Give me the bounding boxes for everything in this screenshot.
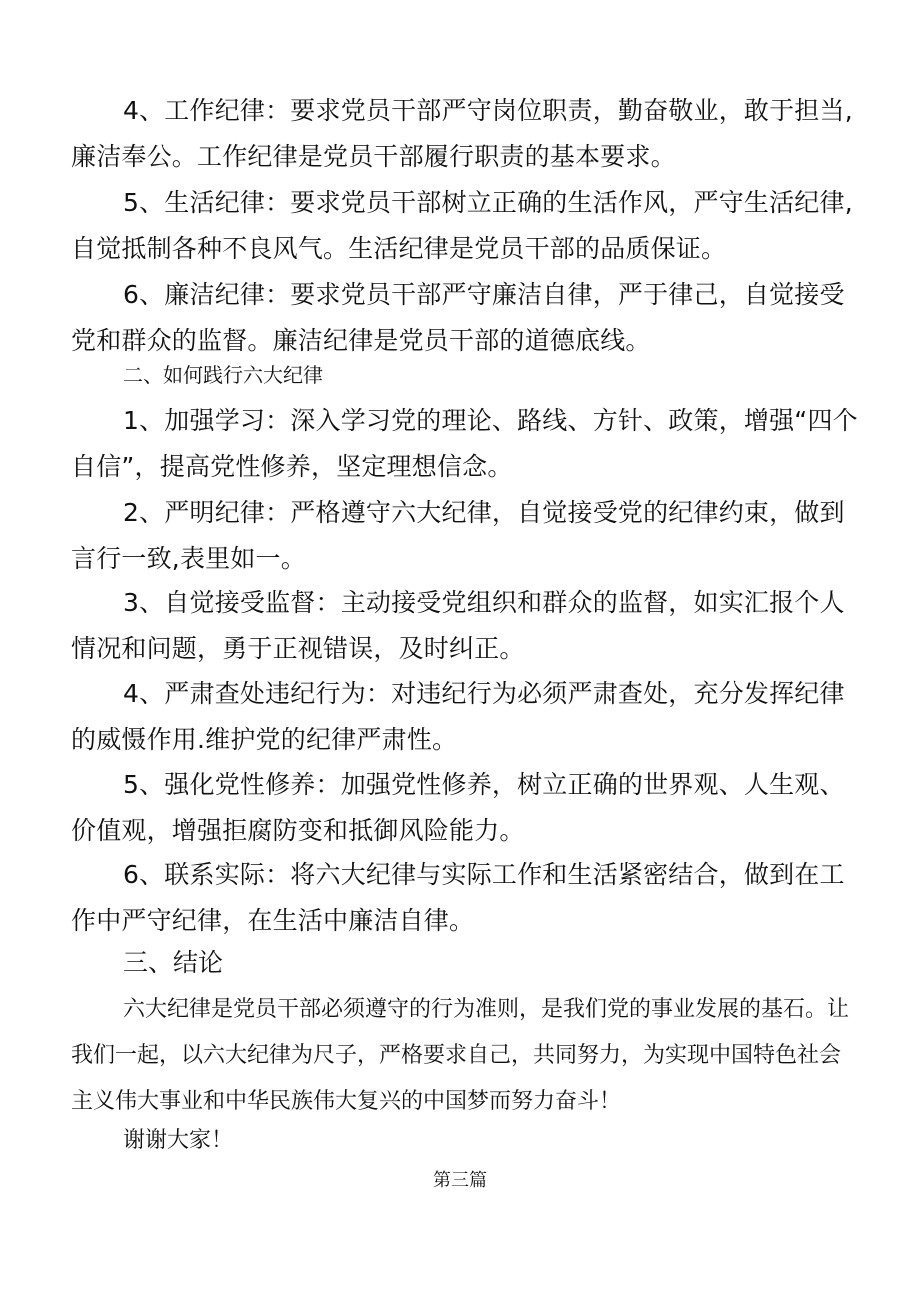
practice-item-practice: 6、联系实际：将六大纪律与实际工作和生活紧密结合，做到在工作中严守纪律，在生活中廉洁自律。	[71, 860, 845, 935]
discipline-item-life: 5、生活纪律：要求党员干部树立正确的生活作风，严守生活纪律,自觉抵制各种不良风气。生活纪律是党员干部的品质保证。	[71, 188, 853, 263]
section-heading-practice: 二、如何践行六大纪律	[123, 363, 323, 387]
conclusion-paragraph: 六大纪律是党员干部必须遵守的行为准则，是我们党的事业发展的基石。让我们一起，以六大纪律为尺子，严格要求自己，共同努力，为实现中国特色社会主义伟大事业和中华民族伟大复兴的中国梦而努力奋斗！	[71, 997, 850, 1114]
practice-item-study: 1、加强学习：深入学习党的理论、路线、方针、政策，增强“四个自信”，提高党性修养，坚定理想信念。	[71, 406, 858, 481]
closing-thanks: 谢谢大家！	[123, 1128, 234, 1153]
practice-item-investigation: 4、严肃查处违纪行为：对违纪行为必须严肃查处，充分发挥纪律的威慑作用.维护党的纪律严肃性。	[71, 679, 845, 754]
discipline-item-integrity: 6、廉洁纪律：要求党员干部严守廉洁自律，严于律己，自觉接受党和群众的监督。廉洁纪律是党员干部的道德底线。	[71, 280, 845, 355]
section-heading-conclusion: 三、结论	[123, 948, 224, 977]
practice-item-supervision: 3、自觉接受监督：主动接受党组织和群众的监督，如实汇报个人情况和问题，勇于正视错误，及时纠正。	[71, 588, 845, 663]
next-part-label: 第三篇	[433, 1170, 487, 1191]
discipline-item-work: 4、工作纪律：要求党员干部严守岗位职责，勤奋敬业，敢于担当,廉洁奉公。工作纪律是党员干部履行职责的基本要求。	[71, 96, 853, 171]
practice-item-cultivation: 5、强化党性修养：加强党性修养，树立正确的世界观、人生观、价值观，增强拒腐防变和抵御风险能力。	[71, 770, 845, 845]
practice-item-discipline: 2、严明纪律：严格遵守六大纪律，自觉接受党的纪律约束，做到言行一致,表里如一。	[71, 498, 845, 573]
